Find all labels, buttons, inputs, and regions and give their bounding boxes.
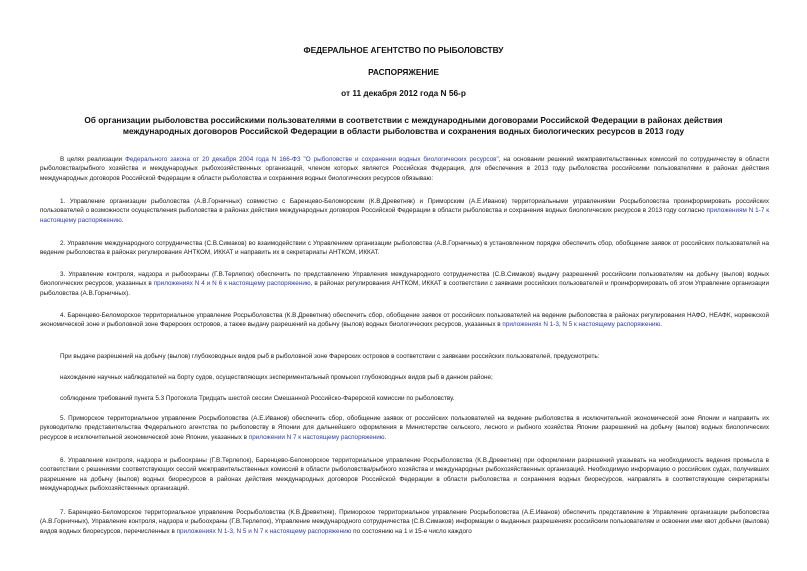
paragraph-3 — [40, 270, 769, 298]
paragraph-5 — [40, 414, 769, 442]
appendix-1-3-5-link[interactable]: приложениях N 1-3, N 5 к настоящему распоряжению — [502, 321, 661, 329]
paragraph-1 — [40, 197, 769, 225]
appendix-4-6-link[interactable]: приложениях N 4 и N 6 к настоящему распоряжению — [153, 280, 311, 288]
protocol-text: соблюдение требований пункта 5.3 Протокола Тридцать шестой сессии Смешанной Российско-Фарерской комиссии по рыболовству. — [60, 395, 455, 402]
p1-text-b: . — [121, 216, 124, 224]
p4-text-b: . — [660, 321, 663, 329]
p3-text-b: , в районах регулирования АНТКОМ, ИККАТ в соответствии с заявками российских пользователей и проинформировать об этом Управление организации рыболовства (А.В.Горничных). — [40, 280, 769, 297]
paragraph-6 — [40, 456, 769, 493]
paragraph-faroe — [40, 352, 769, 361]
p7-text-b: по состоянию на 1 и 15-е число каждого — [351, 527, 472, 535]
intro-text-a: В целях реализации — [60, 156, 126, 163]
document-date: от 11 декабря 2012 года N 56-р — [341, 88, 466, 98]
p5-text-a: 5. Приморское территориальное управление Росрыболовства (А.Е.Иванов) обеспечить сбор, обобщение заявок от российских пользователей на ведение рыболовства в исключительной экономической зоне Японии и направить их руководителю представительства Федерального агентства по рыболовству в Японии для дальнейшего оформления в Министерстве сельского, лесного и рыбного хозяйства Японии разрешений на добычу (вылов) водных биологических ресурсов в исключительной экономической зоне Японии, указанных в — [40, 415, 769, 441]
p5-text-b: . — [384, 433, 387, 441]
document-type: РАСПОРЯЖЕНИЕ — [368, 67, 439, 77]
paragraph-protocol — [40, 394, 769, 403]
appendix-1-7-link[interactable]: приложениям N 1-7 к настоящему распоряжению — [40, 207, 769, 224]
p7-text-a: 7. Баренцево-Беломорское территориальное управление Росрыболовства (К.В.Древетняк), Приморское территориальное управление Росрыболовства (А.Е.Иванов) обеспечить представление в Управление организации рыболовства (А.В.Горничных), Управление контроля, надзора и рыбоохраны (Г.В.Терлепок), Управление международного сотрудничества (С.В.Симаков) информации о выданных разрешениях российским пользователям и освоении ими квот добычи (вылова) видов водных биоресурсов, перечисленных в — [40, 509, 769, 535]
paragraph-intro — [40, 155, 769, 183]
p4-text-a: 4. Баренцево-Беломорское территориальное управление Росрыболовства (К.В.Древетняк) обеспечить сбор, обобщение заявок от российских пользователей на ведение рыболовства в районах регулирования НАФО, НЕАФК, норвежской экономической зоне и рыболовной зоне Фарерских островов, а также выдачу разрешений на добычу (вылов) водных биологических ресурсов, указанных в — [40, 312, 769, 329]
faroe-text: При выдаче разрешений на добычу (вылов) глубоководных видов рыб в рыболовной зоне Фарерских островов в соответствии с заявками российских пользователей, предусмотреть: — [60, 353, 600, 360]
agency-name: ФЕДЕРАЛЬНОЕ АГЕНТСТВО ПО РЫБОЛОВСТВУ — [303, 45, 504, 55]
document-title — [40, 115, 767, 137]
title-line-2: международных договоров Российской Федерации в области рыболовства и сохранения водных биологических ресурсов в 2013 году — [122, 126, 685, 136]
paragraph-7 — [40, 508, 769, 536]
title-line-1: Об организации рыболовства российскими пользователями в соответствии с международными договорами Российской Федерации в районах действия — [84, 115, 723, 125]
paragraph-2 — [40, 239, 769, 258]
observers-text: нахождение научных наблюдателей на борту судов, осуществляющих экспериментальный промысел глубоководных видов рыб в данном районе; — [60, 374, 493, 381]
appendix-1-3-5-7-link[interactable]: приложениях N 1-3, N 5 и N 7 к настоящему распоряжению — [176, 527, 352, 535]
p1-text-a: 1. Управление организации рыболовства (А.В.Горничных) совместно с Баренцево-Беломорским (К.В.Древетняк) и Приморским (А.Е.Иванов) территориальными управлениями Росрыболовства проинформировать российских пользователей о возможности осуществления рыболовства в районах действия международных договоров Российской Федерации в области рыболовства и сохранения водных биологических ресурсов в 2013 году согласно — [40, 198, 769, 215]
paragraph-4 — [40, 311, 769, 330]
paragraph-observers — [40, 373, 769, 382]
p3-text-a: 3. Управление контроля, надзора и рыбоохраны (Г.В.Терлепок) обеспечить по представлению Управления международного сотрудничества (С.В.Симаков) выдачу разрешений российским пользователям на добычу (вылов) водных биологических ресурсов, указанных в — [40, 271, 769, 288]
p6-text: 6. Управление контроля, надзора и рыбоохраны (Г.В.Терлепок), Баренцево-Беломорское территориальное управление Росрыболовства (К.В.Древетняк) при оформлении разрешений указывать на необходимость ведения промысла в соответствии с решениями соответствующих сессий межправительственных комиссий в области рыболовства/рыбного хозяйства и международных рыбохозяйственных организаций. Необходимую информацию о российских судах, получивших разрешение на добычу (вылов) водных биоресурсов в районах действия международных договоров Российской Федерации в области рыболовства и сохранения водных биоресурсов, направлять в соответствующие секретариаты международных рыбохозяйственных организаций. — [40, 457, 769, 492]
appendix-7-link[interactable]: приложении N 7 к настоящему распоряжению — [248, 433, 385, 441]
federal-law-link[interactable]: Федерального закона от 20 декабря 2004 года N 166-ФЗ "О рыболовстве и сохранении водных биологических ресурсов" — [125, 156, 499, 163]
p2-text: 2. Управление международного сотрудничества (С.В.Симаков) во взаимодействии с Управлением организации рыболовства (А.В.Горничных) в установленном порядке обеспечить сбор, обобщение заявок от российских пользователей на ведение рыболовства в районах регулирования АНТКОМ, ИККАТ и направить их в секретариаты АНТКОМ, ИККАТ. — [40, 240, 769, 257]
intro-text-b: , на основании решений межправительственных комиссий по сотрудничеству в области рыболовства/рыбного хозяйства и международных рыбохозяйственных организаций, членом которых является Российская Федерация, для обеспечения в 2013 году рыболовства российскими пользователями в районах действия международных договоров Российской Федерации в области рыболовства и сохранения водных биологических ресурсов обязываю: — [40, 156, 769, 182]
